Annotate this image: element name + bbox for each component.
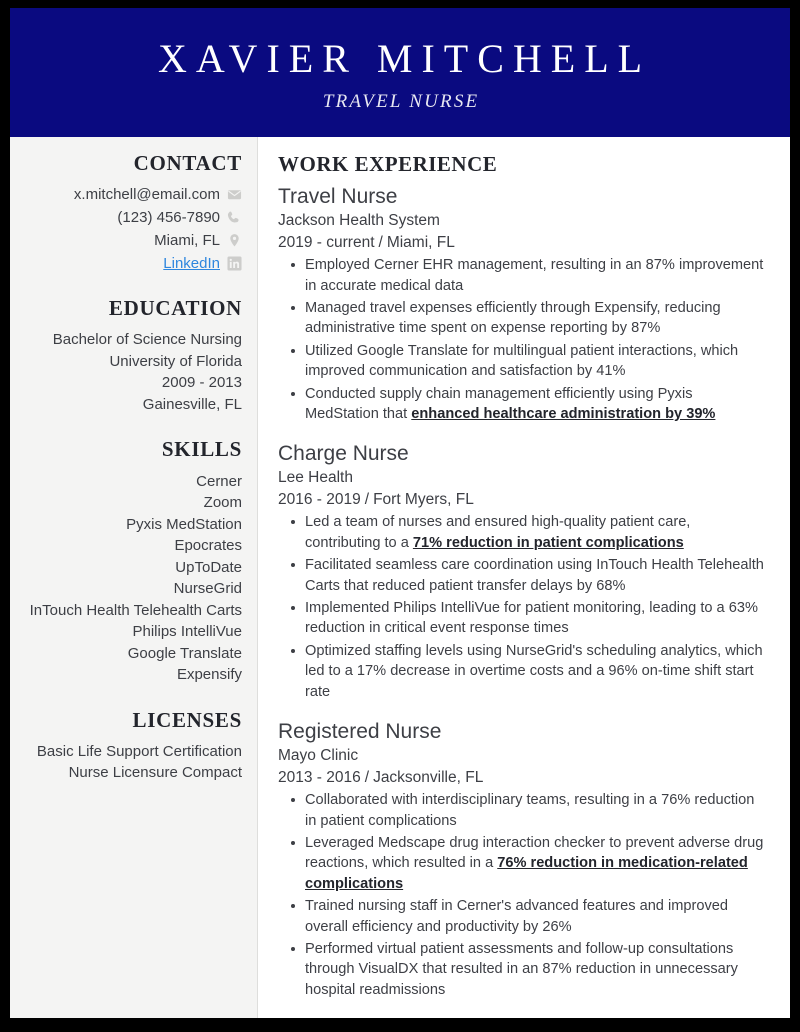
license-item: Nurse Licensure Compact bbox=[68, 764, 242, 782]
job-bullet bbox=[305, 641, 768, 702]
job-bullet bbox=[305, 598, 768, 639]
education-heading: EDUCATION bbox=[108, 296, 242, 321]
job-bullet bbox=[305, 896, 768, 937]
bullet-text: Utilized Google Translate for multilingual patient interactions, which improved communication and satisfaction by 41% bbox=[305, 342, 739, 380]
job-meta-separator: / bbox=[378, 234, 383, 252]
education-school: University of Florida bbox=[109, 352, 242, 370]
contact-item bbox=[20, 207, 242, 228]
job-meta-separator: / bbox=[364, 491, 370, 509]
page-title: XAVIER MITCHELL bbox=[157, 36, 652, 81]
job-bullet bbox=[305, 341, 768, 382]
job-bullet-list bbox=[278, 255, 768, 424]
contact-item-text: Miami, FL bbox=[154, 232, 220, 250]
header-job-title: TRAVEL NURSE bbox=[322, 91, 480, 112]
contact-item bbox=[20, 184, 242, 205]
skill-item: InTouch Health Telehealth Carts bbox=[29, 601, 242, 619]
licenses-list bbox=[20, 741, 242, 784]
phone-icon bbox=[227, 210, 242, 225]
contact-heading: CONTACT bbox=[133, 151, 242, 175]
job-bullet bbox=[305, 790, 768, 831]
bullet-highlight: 76% reduction in medication-related complications bbox=[305, 855, 748, 892]
job-bullet bbox=[305, 384, 768, 425]
envelope-icon bbox=[227, 187, 242, 202]
skill-item: Epocrates bbox=[174, 537, 242, 555]
job-bullet bbox=[305, 298, 768, 339]
job-meta-separator: / bbox=[364, 769, 370, 787]
bullet-text: Collaborated with interdisciplinary teams, resulting in a 76% reduction in patient complications bbox=[305, 792, 755, 829]
job-company: Lee Health bbox=[278, 469, 353, 487]
job-title: Travel Nurse bbox=[278, 185, 398, 209]
sidebar bbox=[10, 137, 258, 1018]
skill-item: Google Translate bbox=[127, 644, 242, 662]
skill-item: NurseGrid bbox=[173, 580, 242, 598]
contact-list bbox=[20, 184, 242, 274]
bullet-text: Performed virtual patient assessments and follow-up consultations through VisualDX that resulted in an 87% reduction in unnecessary hospital readmissions bbox=[305, 940, 738, 998]
job-bullet-list bbox=[278, 512, 768, 702]
job-dates: 2013 - 2016 bbox=[278, 769, 361, 787]
skill-item: Philips IntelliVue bbox=[132, 623, 242, 641]
bullet-text: Facilitated seamless care coordination using InTouch Health Telehealth Carts that reduced patient transfer delays by 68% bbox=[305, 557, 764, 594]
contact-item[interactable] bbox=[20, 253, 242, 274]
job-entry bbox=[278, 184, 768, 424]
job-bullet bbox=[305, 555, 768, 596]
job-bullet bbox=[305, 255, 768, 296]
contact-section bbox=[20, 151, 242, 274]
bullet-text: Employed Cerner EHR management, resulting in an 87% improvement in accurate medical data bbox=[305, 257, 764, 294]
skills-list bbox=[20, 471, 242, 686]
skill-item: Expensify bbox=[176, 666, 242, 684]
education-location: Gainesville, FL bbox=[142, 395, 242, 413]
work-experience-heading: WORK EXPERIENCE bbox=[278, 152, 498, 176]
bullet-text: Led a team of nurses and ensured high-quality patient care, contributing to a bbox=[305, 514, 691, 551]
education-section bbox=[20, 296, 242, 415]
job-location: Jacksonville, FL bbox=[373, 769, 484, 787]
bullet-text: Leveraged Medscape drug interaction checker to prevent adverse drug reactions, which resulted in a bbox=[305, 834, 764, 872]
education-dates: 2009 - 2013 bbox=[161, 374, 242, 392]
bullet-text: Trained nursing staff in Cerner's advanced features and improved overall efficiency and productivity by 26% bbox=[305, 898, 728, 935]
license-item: Basic Life Support Certification bbox=[36, 742, 242, 760]
contact-item-text: (123) 456-7890 bbox=[117, 209, 220, 227]
contact-item-text: x.mitchell@email.com bbox=[73, 186, 220, 204]
job-meta bbox=[278, 767, 768, 789]
resume-header bbox=[10, 8, 790, 137]
skill-item: UpToDate bbox=[175, 558, 242, 576]
job-dates: 2019 - current bbox=[278, 234, 375, 252]
skills-heading: SKILLS bbox=[161, 437, 242, 462]
job-bullet bbox=[305, 512, 768, 553]
job-bullet bbox=[305, 833, 768, 894]
education-degree: Bachelor of Science Nursing bbox=[52, 331, 242, 349]
job-title: Registered Nurse bbox=[278, 720, 442, 744]
resume-body bbox=[10, 137, 790, 1018]
bullet-highlight: 71% reduction in patient complications bbox=[412, 534, 684, 551]
map-pin-icon bbox=[227, 233, 242, 248]
job-dates: 2016 - 2019 bbox=[278, 491, 361, 509]
bullet-text: Conducted supply chain management efficiently using Pyxis MedStation that bbox=[305, 385, 693, 423]
job-entry bbox=[278, 441, 768, 702]
linkedin-link[interactable]: LinkedIn bbox=[163, 255, 220, 273]
skill-item: Cerner bbox=[196, 472, 242, 490]
licenses-section bbox=[20, 708, 242, 784]
job-title: Charge Nurse bbox=[278, 442, 409, 466]
linkedin-icon bbox=[227, 256, 242, 271]
skills-section bbox=[20, 437, 242, 685]
job-bullet bbox=[305, 939, 768, 1000]
bullet-text: Managed travel expenses efficiently through Expensify, reducing administrative time spent on expense reporting by 87% bbox=[305, 300, 721, 337]
bullet-text: Optimized staffing levels using NurseGrid's scheduling analytics, which led to a 17% decrease in overtime costs and a 96% on-time shift start rate bbox=[305, 642, 763, 700]
main-column bbox=[258, 137, 790, 1018]
job-company: Mayo Clinic bbox=[278, 747, 359, 765]
contact-item bbox=[20, 230, 242, 251]
job-bullet-list bbox=[278, 790, 768, 1000]
resume-page bbox=[10, 8, 790, 1018]
job-meta bbox=[278, 232, 768, 254]
job-company: Jackson Health System bbox=[278, 212, 440, 230]
skill-item: Pyxis MedStation bbox=[126, 515, 242, 533]
job-location: Miami, FL bbox=[386, 234, 455, 252]
job-meta bbox=[278, 489, 768, 511]
licenses-heading: LICENSES bbox=[132, 707, 242, 732]
job-entry bbox=[278, 719, 768, 1000]
bullet-highlight: enhanced healthcare administration by 39% bbox=[411, 406, 716, 423]
bullet-text: Implemented Philips IntelliVue for patient monitoring, leading to a 63% reduction in critical event response times bbox=[305, 600, 758, 637]
skill-item: Zoom bbox=[203, 494, 242, 512]
jobs-list bbox=[278, 184, 768, 1000]
job-location: Fort Myers, FL bbox=[373, 491, 474, 509]
